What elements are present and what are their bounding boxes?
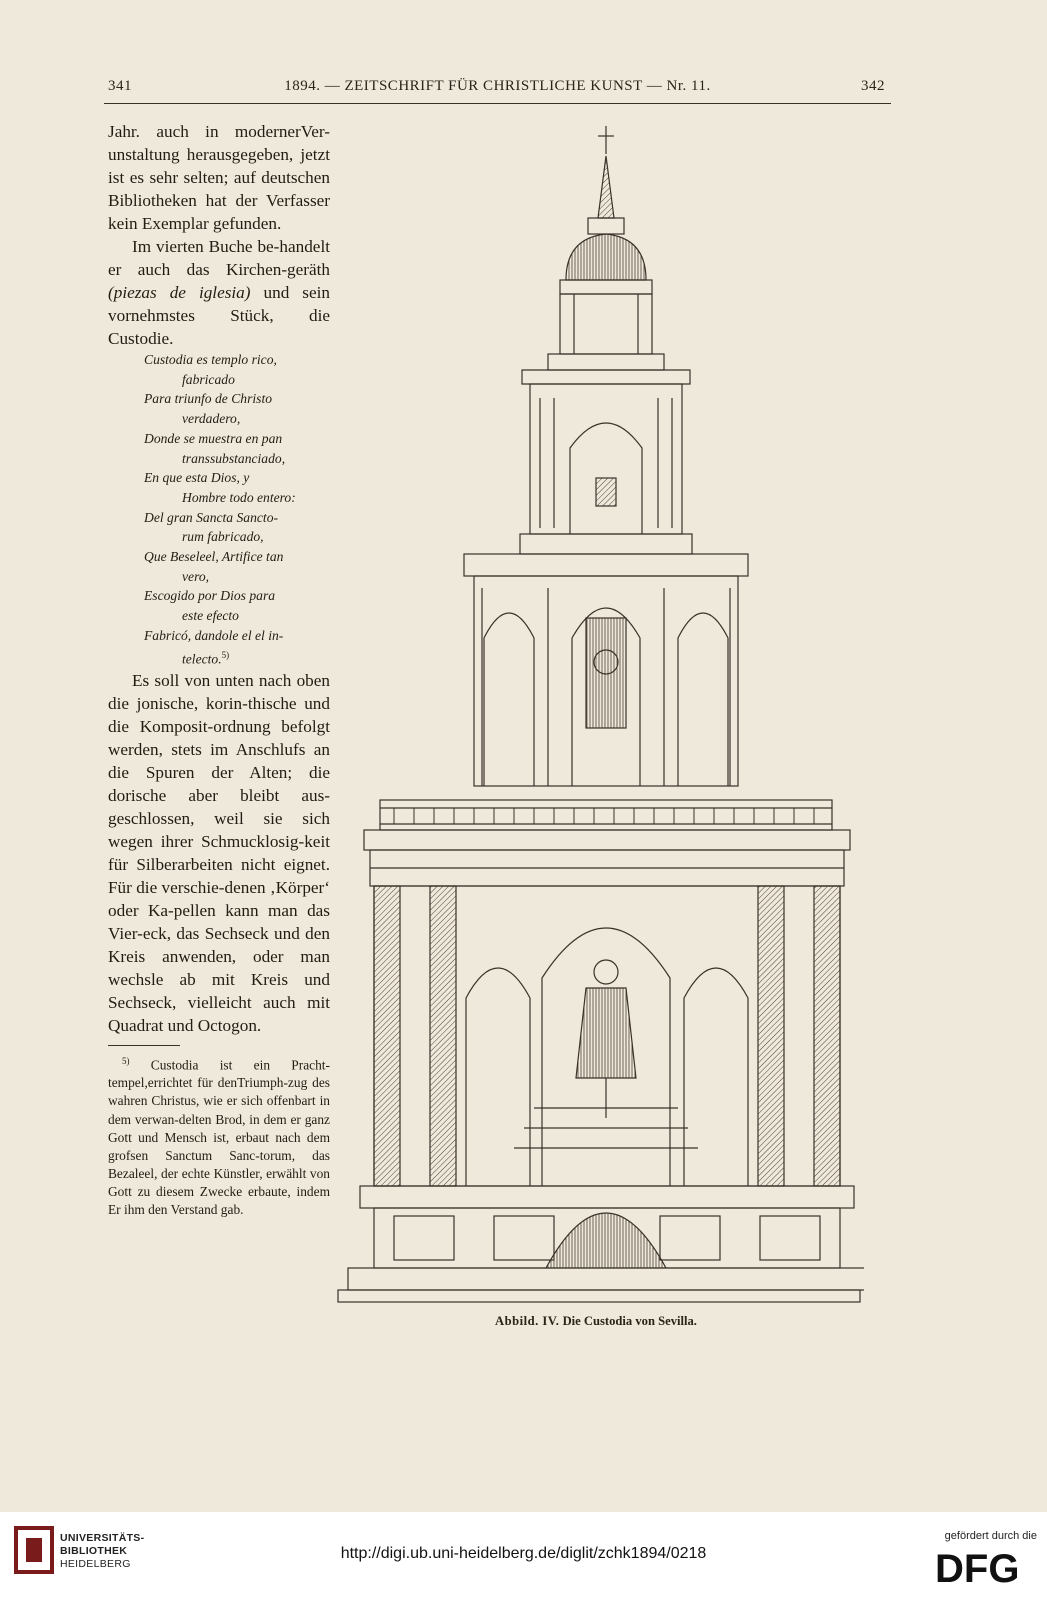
paragraph-1: Jahr. auch in modernerVer-unstaltung herausgegeben, jetzt ist es sehr selten; auf deutschen Bibliotheken hat der Verfasser kein Exemplar gefunden. <box>108 122 330 233</box>
page-number-left: 341 <box>108 78 132 94</box>
footnote-mark: 5) <box>122 1055 130 1066</box>
library-line-2: BIBLIOTHEK <box>60 1545 128 1557</box>
paragraph-3-text: Es soll von unten nach oben die jonische, korin-thische und die Komposit-ordnung befolgt werden, stets im Anschlufs an die Spuren der Alten; die dorische aber bleibt aus-geschlossen, weil sie sich wegen ihrer Schmucklosig-keit für Silberarbeiten nicht eignet. Für die verschie-denen ‚Körper‘ oder Ka-pellen kann man das Vier-eck, das Sechseck und den Kreis anwenden, oder man wechsle ab mit Kreis und Sechseck, vielleicht auch mit Quadrat und Octogon. <box>108 670 330 1035</box>
text-column <box>108 120 330 1219</box>
running-header <box>104 76 891 100</box>
permalink[interactable]: http://digi.ub.uni-heidelberg.de/diglit/zchk1894/0218 <box>340 1545 707 1562</box>
paragraph-2-italic: (piezas de iglesia) <box>108 283 251 302</box>
dfg-logo-text: DFG <box>935 1547 1020 1588</box>
poem-line: telecto.$^{5)}$ <box>182 649 230 667</box>
library-line-3: HEIDELBERG <box>60 1558 131 1570</box>
paragraph-2 <box>108 235 330 350</box>
poem-line: este efecto <box>182 608 239 624</box>
poem-footnote-mark: 5) <box>221 649 230 660</box>
footnote <box>108 1052 330 1219</box>
engraving-lines <box>338 126 864 1302</box>
figure-caption-label: Abbild. IV. <box>495 1314 560 1328</box>
poem-line: Donde se muestra en pan <box>144 430 283 446</box>
page-number-right: 342 <box>861 78 885 94</box>
footnote-text: Custodia ist ein Pracht-tempel,errichtet für denTriumph-zug des wahren Christus, wie er sich offenbart in dem verwan-delten Brod, in dem er ganz Gott und Mensch ist, erbaut nach dem grofsen Sanctum Sanc-torum, das Bezaleel, der echte Künstler, erwählt von Gott zu diesem Zwecke erbaute, indem Er ihm den Verstand gab. <box>108 1057 330 1217</box>
poem-line: Escogido por Dios para <box>144 588 276 604</box>
poem-line: Del gran Sancta Sancto- <box>144 509 279 525</box>
journal-title: 1894. — ZEITSCHRIFT FÜR CHRISTLICHE KUNST — Nr. 11. <box>284 78 711 94</box>
funding-label: gefördert durch die <box>944 1530 1037 1542</box>
viewer-footer <box>0 1512 1047 1598</box>
custodia-engraving <box>334 118 864 1310</box>
figure-caption-text: Die Custodia von Sevilla. <box>562 1314 697 1328</box>
figure-caption <box>495 1314 745 1329</box>
poem-line: Hombre todo entero: <box>182 489 296 505</box>
poem-line: fabricado <box>182 371 235 387</box>
paragraph-3 <box>108 669 330 1037</box>
library-line-1: UNIVERSITÄTS- <box>60 1532 145 1544</box>
poem-line: Para triunfo de Christo <box>144 391 273 407</box>
poem-line: verdadero, <box>182 411 241 427</box>
poem-line: transsubstanciado, <box>182 450 286 466</box>
footnote-rule <box>108 1045 180 1046</box>
dfg-logo-icon <box>935 1544 1035 1588</box>
poem-line: Fabricó, dandole el el in- <box>144 627 284 643</box>
header-rule <box>104 103 891 104</box>
poem-line: vero, <box>182 568 210 584</box>
poem-line: rum fabricado, <box>182 529 264 545</box>
poem-line: Que Beseleel, Artifice tan <box>144 549 284 565</box>
paragraph-2-end: und sein vornehmstes Stück, die Custodie. <box>108 283 330 348</box>
poem-line: En que esta Dios, y <box>144 470 250 486</box>
poem-line: Custodia es templo rico, <box>144 352 277 367</box>
spanish-poem <box>108 350 330 669</box>
paragraph-2-start: Im vierten Buche be-handelt er auch das Kirchen-geräth <box>108 237 330 279</box>
